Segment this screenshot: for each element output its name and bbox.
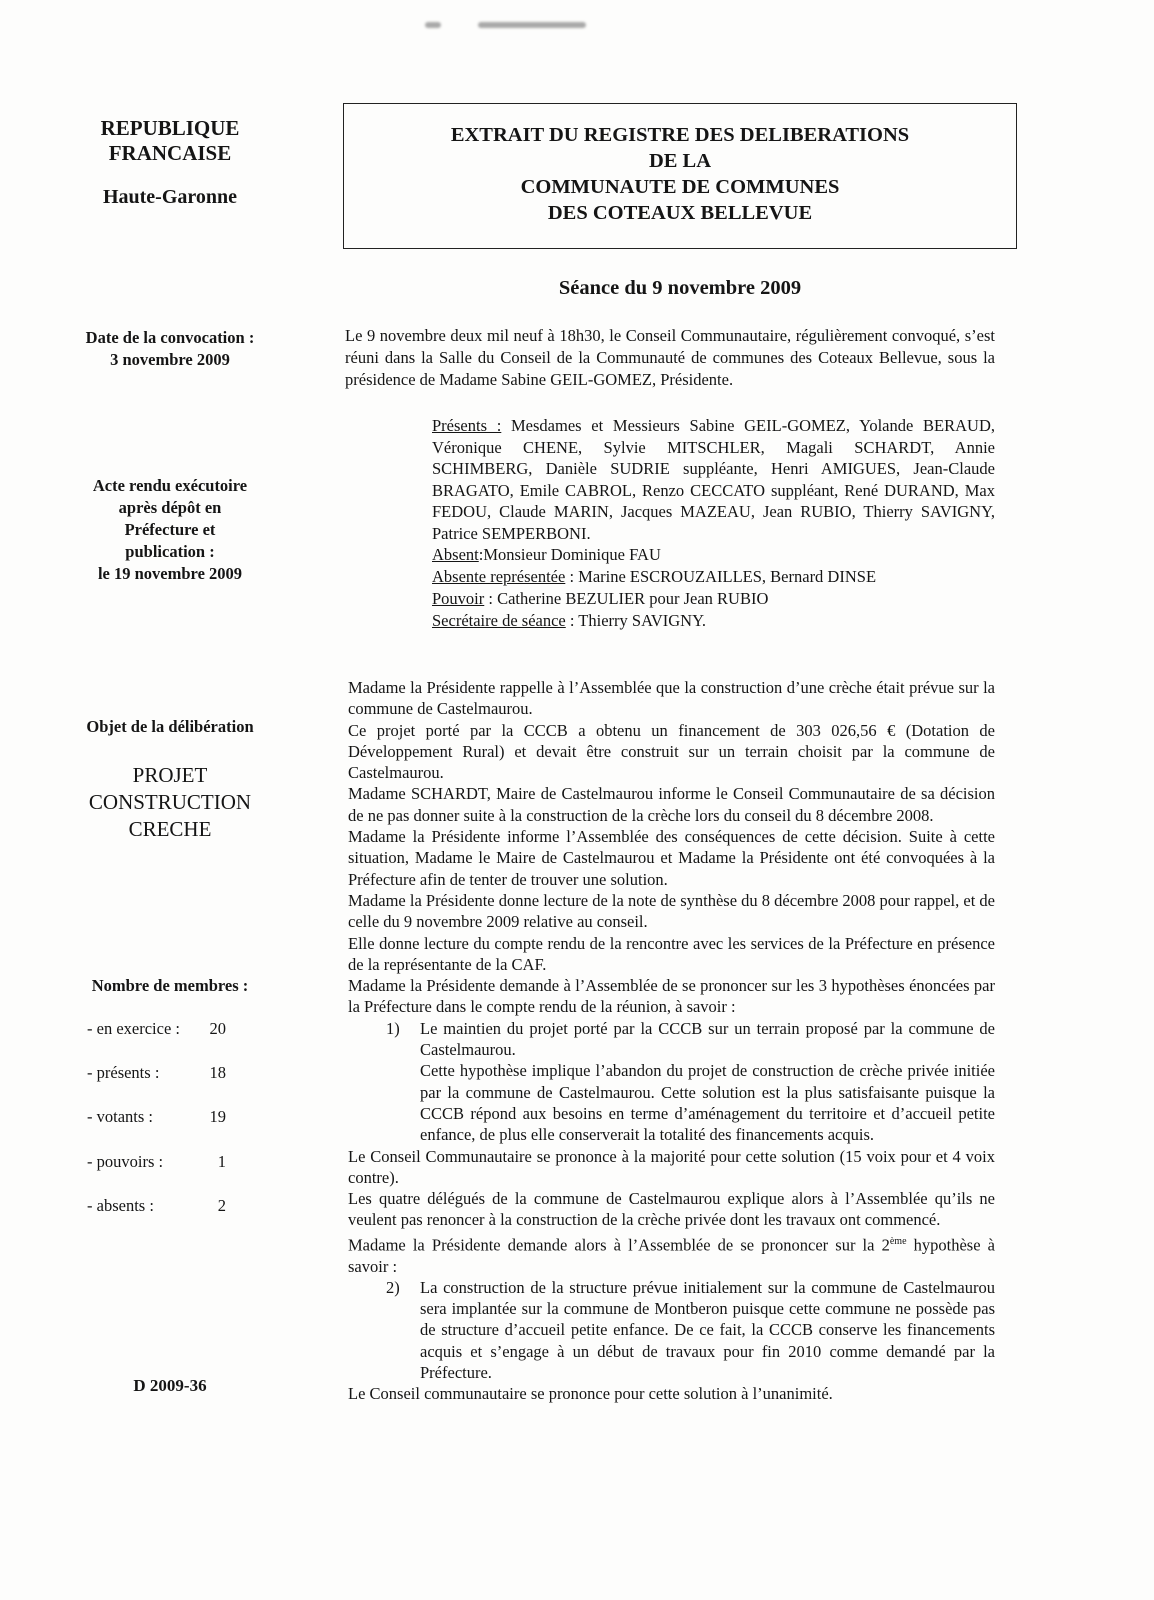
body-paragraph: Madame la Présidente donne lecture de la note de synthèse du 8 décembre 2008 pour rappel, et de celle du 9 novembre 2009 relative au conseil. bbox=[348, 890, 995, 932]
member-count-value: 1 bbox=[217, 1152, 226, 1171]
pouvoir-line bbox=[432, 588, 995, 610]
document-title-box bbox=[343, 103, 1017, 249]
country-line: REPUBLIQUE bbox=[100, 116, 240, 140]
hypothesis-line: Le maintien du projet porté par la CCCB sur un terrain proposé par la commune de Castelmaurou. bbox=[420, 1018, 995, 1060]
hypothesis-item bbox=[348, 1277, 995, 1383]
member-count-row bbox=[87, 1107, 226, 1127]
paragraph-text: Madame la Présidente demande alors à l’Assemblée de se prononcer sur la 2 bbox=[348, 1235, 890, 1255]
executoire-line: le 19 novembre 2009 bbox=[97, 564, 243, 583]
member-count-label: - pouvoirs : bbox=[87, 1152, 164, 1171]
executoire-line: après dépôt en bbox=[118, 498, 222, 517]
hypothesis-number: 1) bbox=[386, 1018, 400, 1038]
executoire-block bbox=[40, 475, 300, 585]
executoire-line: publication : bbox=[125, 542, 215, 561]
objet-title-line: PROJET bbox=[132, 763, 208, 787]
member-count-value: 20 bbox=[209, 1019, 226, 1038]
objet-title bbox=[40, 762, 300, 843]
member-count-row bbox=[87, 1196, 226, 1216]
body-paragraph: Le Conseil Communautaire se prononce à la majorité pour cette solution (15 voix pour et 4 voix contre). bbox=[348, 1146, 995, 1187]
session-title: Séance du 9 novembre 2009 bbox=[558, 277, 802, 299]
represented-value: : Marine ESCROUZAILLES, Bernard DINSE bbox=[565, 567, 877, 586]
member-count-row bbox=[87, 1019, 226, 1039]
scan-smudge bbox=[425, 22, 441, 28]
member-count-value: 2 bbox=[217, 1196, 226, 1215]
absent-value: :Monsieur Dominique FAU bbox=[478, 545, 661, 564]
member-count-row bbox=[87, 1063, 226, 1083]
pouvoir-label: Pouvoir bbox=[432, 589, 485, 608]
body-paragraph: Madame la Présidente rappelle à l’Assemblée que la construction d’une crèche était prévue sur la commune de Castelmaurou. bbox=[348, 678, 995, 719]
deliberation-reference: D 2009-36 bbox=[133, 1376, 207, 1395]
objet-title-line: CONSTRUCTION bbox=[88, 790, 252, 814]
hypothesis-text: La construction de la structure prévue initialement sur la commune de Castelmaurou sera implantée sur la commune de Montberon puisque cette commune ne possède pas de structure d’accueil petite enfance. De ce fait, la CCCB conserve les financements acquis et s’engage à un début de travaux pour fin 2010 comme demandé par la Préfecture. bbox=[420, 1277, 995, 1382]
title-line: COMMUNAUTE DE COMMUNES bbox=[520, 176, 840, 198]
member-count-row bbox=[87, 1152, 226, 1172]
member-count-label: - votants : bbox=[87, 1107, 153, 1126]
absent-label: Absent bbox=[432, 545, 479, 564]
title-line: DE LA bbox=[648, 150, 712, 172]
objet-title-line: CRECHE bbox=[128, 817, 212, 841]
represented-line bbox=[432, 566, 995, 588]
presents-paragraph bbox=[432, 415, 995, 544]
secretaire-line bbox=[432, 610, 995, 632]
presents-label: Présents : bbox=[432, 416, 502, 435]
convocation-block bbox=[40, 327, 300, 371]
body-paragraph: Madame la Présidente demande à l’Assemblée de se prononcer sur les 3 hypothèses énoncées par la Préfecture dans le compte rendu de la réunion, à savoir : bbox=[348, 976, 995, 1017]
secretaire-value: : Thierry SAVIGNY. bbox=[565, 611, 707, 630]
member-count-value: 18 bbox=[209, 1063, 226, 1082]
body-paragraph: Le Conseil communautaire se prononce pour cette solution à l’unanimité. bbox=[348, 1384, 833, 1404]
title-line: DES COTEAUX BELLEVUE bbox=[547, 202, 813, 224]
title-line: EXTRAIT DU REGISTRE DES DELIBERATIONS bbox=[450, 124, 910, 146]
country-line: FRANCAISE bbox=[108, 141, 232, 165]
scan-smudge bbox=[478, 22, 586, 28]
paragraph-text: hypothèse à savoir : bbox=[348, 1235, 995, 1276]
executoire-line: Acte rendu exécutoire bbox=[92, 476, 248, 495]
member-count-value: 19 bbox=[209, 1107, 226, 1126]
hypothesis-text bbox=[420, 1018, 995, 1146]
hypothesis-number: 2) bbox=[386, 1277, 400, 1297]
hypothesis-item bbox=[348, 1018, 995, 1146]
attendance-block bbox=[432, 415, 995, 632]
body-paragraph: Les quatre délégués de la commune de Castelmaurou explique alors à l’Assemblée qu’ils ne veulent pas renoncer à la construction de la crèche privée dont les travaux ont commencé. bbox=[348, 1189, 995, 1230]
body-paragraph: Madame la Présidente informe l’Assemblée des conséquences de cette décision. Suite à cette situation, Madame le Maire de Castelmaurou et Madame la Présidente ont été convoquées à la Préfecture afin de tenter de trouver une solution. bbox=[348, 827, 995, 889]
member-count-label: - présents : bbox=[87, 1063, 160, 1082]
member-count-label: - en exercice : bbox=[87, 1019, 180, 1038]
absent-line bbox=[432, 544, 995, 566]
members-label: Nombre de membres : bbox=[91, 976, 249, 995]
member-count-label: - absents : bbox=[87, 1196, 154, 1215]
deliberation-body bbox=[348, 677, 995, 1405]
body-paragraph: Elle donne lecture du compte rendu de la rencontre avec les services de la Préfecture en présence de la représentante de la CAF. bbox=[348, 933, 995, 974]
secretaire-label: Secrétaire de séance bbox=[432, 611, 566, 630]
hypothesis-detail: Cette hypothèse implique l’abandon du projet de construction de crèche privée initiée par la commune de Castelmaurou. Cette solution est la plus satisfaisante puisque la CCCB répond aux besoins en terme d’aménagement du territoire et d’accueil petite enfance, de plus elle conserverait la totalité des financements acquis. bbox=[420, 1061, 995, 1145]
represented-label: Absente représentée bbox=[432, 567, 566, 586]
body-paragraph bbox=[348, 1231, 995, 1277]
convocation-date: 3 novembre 2009 bbox=[110, 350, 230, 369]
intro-paragraph: Le 9 novembre deux mil neuf à 18h30, le Conseil Communautaire, régulièrement convoqué, s’est réuni dans la Salle du Conseil de la Communauté de communes des Coteaux Bellevue, sous la présidence de Madame Sabine GEIL-GOMEZ, Présidente. bbox=[345, 326, 995, 389]
pouvoir-value: : Catherine BEZULIER pour Jean RUBIO bbox=[484, 589, 769, 608]
superscript: ème bbox=[889, 1235, 907, 1247]
department-label: Haute-Garonne bbox=[102, 186, 238, 208]
body-paragraph: Ce projet porté par la CCCB a obtenu un financement de 303 026,56 € (Dotation de Développement Rural) et devait être construit sur un terrain choisit par la commune de Castelmaurou. bbox=[348, 720, 995, 783]
convocation-label: Date de la convocation : bbox=[85, 328, 255, 347]
executoire-line: Préfecture et bbox=[124, 520, 216, 539]
body-paragraph: Madame SCHARDT, Maire de Castelmaurou informe le Conseil Communautaire de sa décision de ne pas donner suite à la construction de la crèche lors du conseil du 8 décembre 2008. bbox=[348, 784, 995, 825]
objet-label: Objet de la délibération bbox=[86, 717, 254, 736]
presents-list: Mesdames et Messieurs Sabine GEIL-GOMEZ, Yolande BERAUD, Véronique CHENE, Sylvie MITSCHLER, Magali SCHARDT, Annie SCHIMBERG, Danièle SUDRIE suppléante, Henri AMIGUES, Jean-Claude BRAGATO, Emile CABROL, Renzo CECCATO suppléant, René DURAND, Max FEDOU, Claude MARIN, Jacques MAZEAU, Jean RUBIO, Thierry SAVIGNY, Patrice SEMPERBONI. bbox=[432, 416, 995, 543]
country-header bbox=[40, 116, 300, 210]
